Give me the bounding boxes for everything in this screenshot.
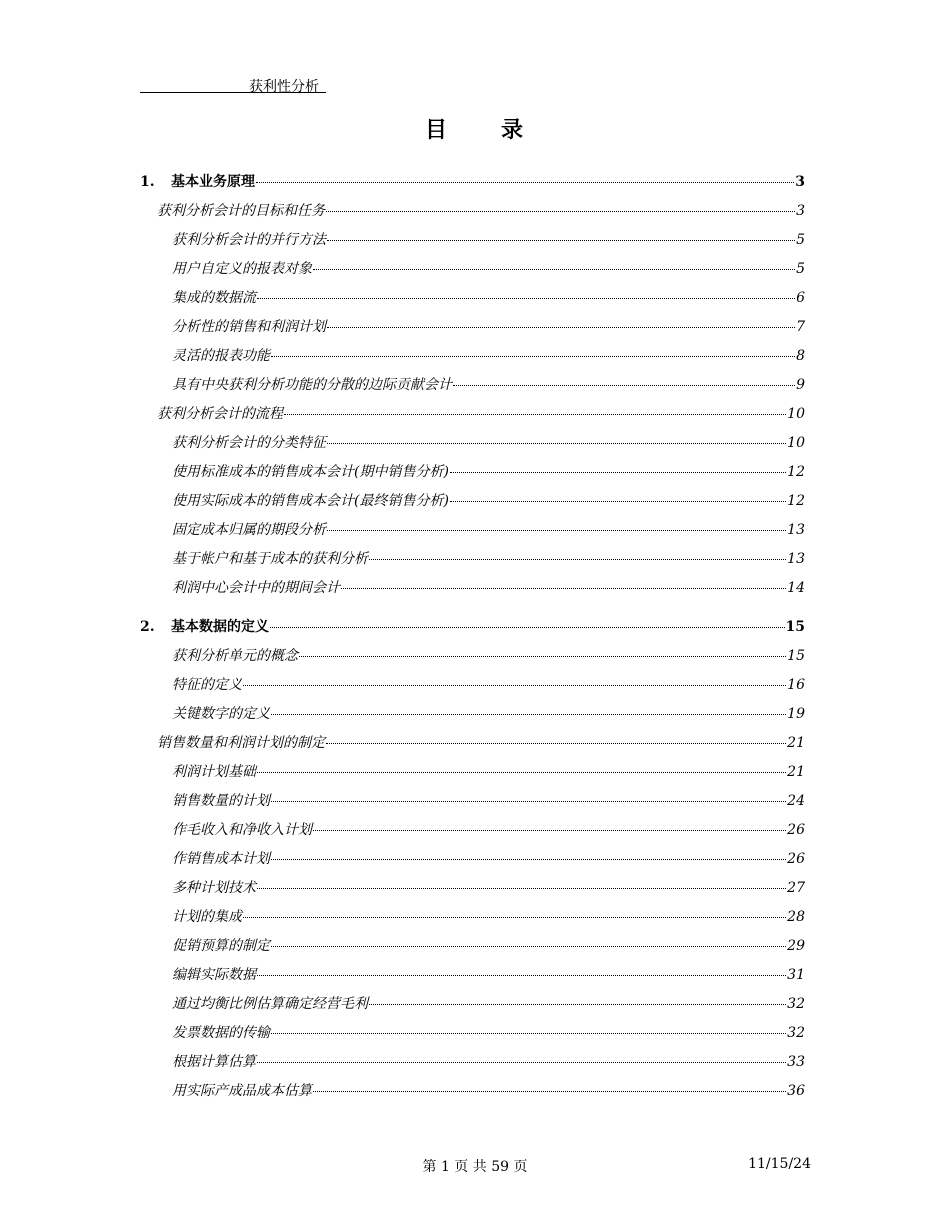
toc-entry-title: 特征的定义 [172, 677, 242, 693]
toc-dot-leader [327, 327, 795, 328]
toc-dot-leader [256, 182, 794, 183]
toc-entry-page: 10 [787, 435, 805, 451]
toc-dot-leader [450, 501, 786, 502]
toc-entry-page: 12 [787, 493, 805, 509]
toc-entry-page: 21 [787, 764, 805, 780]
toc-entry-title: 基本数据的定义 [171, 619, 269, 635]
toc-entry-page: 9 [796, 377, 805, 393]
toc-entry-title: 销售数量和利润计划的制定 [157, 735, 325, 751]
toc-entry-title: 发票数据的传输 [172, 1025, 270, 1041]
toc-dot-leader [271, 946, 786, 947]
toc-entry[interactable] [172, 645, 805, 665]
toc-dot-leader [257, 772, 786, 773]
toc-dot-leader [327, 443, 786, 444]
toc-entry-title: 使用实际成本的销售成本会计(最终销售分析) [172, 493, 449, 509]
toc-entry[interactable] [172, 374, 805, 394]
toc-entry-page: 10 [787, 406, 805, 422]
toc-entry[interactable] [172, 432, 805, 452]
toc-dot-leader [341, 588, 786, 589]
toc-entry-title: 基于帐户和基于成本的获利分析 [172, 551, 368, 567]
toc-entry[interactable] [172, 848, 805, 868]
toc-entry-title: 获利分析会计的分类特征 [172, 435, 326, 451]
toc-entry-title: 固定成本归属的期段分析 [172, 522, 326, 538]
toc-entry-page: 21 [787, 735, 805, 751]
toc-dot-leader [369, 1004, 786, 1005]
toc-entry-title: 具有中央获利分析功能的分散的边际贡献会计 [172, 377, 452, 393]
toc-entry-title: 用户自定义的报表对象 [172, 261, 312, 277]
toc-entry[interactable] [172, 993, 805, 1013]
toc-entry[interactable] [157, 732, 805, 752]
toc-entry[interactable] [172, 461, 805, 481]
toc-entry[interactable] [172, 964, 805, 984]
toc-entry-page: 28 [787, 909, 805, 925]
toc-entry-number: 1. [140, 174, 155, 190]
toc-dot-leader [257, 888, 786, 889]
toc-entry-page: 8 [796, 348, 805, 364]
toc-entry-title: 使用标准成本的销售成本会计(期中销售分析) [172, 464, 449, 480]
toc-dot-leader [243, 685, 786, 686]
toc-entry[interactable] [172, 674, 805, 694]
toc-dot-leader [271, 714, 786, 715]
toc-dot-leader [257, 1062, 786, 1063]
toc-entry[interactable] [172, 703, 805, 723]
toc-entry-page: 31 [787, 967, 805, 983]
toc-entry-title: 根据计算估算 [172, 1054, 256, 1070]
toc-entry-title: 分析性的销售和利润计划 [172, 319, 326, 335]
toc-entry-title: 作销售成本计划 [172, 851, 270, 867]
toc-entry-page: 27 [787, 880, 805, 896]
footer-date: 11/15/24 [748, 1156, 811, 1172]
toc-entry[interactable] [172, 1080, 805, 1100]
toc-entry-title: 通过均衡比例估算确定经营毛利 [172, 996, 368, 1012]
toc-entry[interactable] [172, 935, 805, 955]
toc-dot-leader [271, 356, 795, 357]
toc-entry-title: 获利分析会计的目标和任务 [157, 203, 325, 219]
toc-entry[interactable] [157, 403, 805, 423]
toc-dot-leader [326, 211, 795, 212]
toc-entry-page: 6 [796, 290, 805, 306]
toc-entry-title: 获利分析会计的并行方法 [172, 232, 326, 248]
toc-entry-page: 24 [787, 793, 805, 809]
toc-entry-title: 计划的集成 [172, 909, 242, 925]
toc-entry-page: 15 [787, 648, 805, 664]
toc-entry-title: 获利分析会计的流程 [157, 406, 283, 422]
toc-entry-page: 32 [787, 996, 805, 1012]
toc-entry-page: 15 [785, 619, 805, 635]
toc-entry-page: 13 [787, 522, 805, 538]
toc-dot-leader [327, 530, 786, 531]
toc-entry-title: 利润计划基础 [172, 764, 256, 780]
toc-dot-leader [369, 559, 786, 560]
toc-entry[interactable] [172, 258, 805, 278]
toc-dot-leader [271, 801, 786, 802]
title-char-left: 目 [424, 117, 449, 143]
toc-dot-leader [450, 472, 786, 473]
toc-entry-page: 16 [787, 677, 805, 693]
toc-dot-leader [270, 627, 785, 628]
toc-entry-title: 多种计划技术 [172, 880, 256, 896]
toc-dot-leader [327, 240, 795, 241]
toc-entry-title: 作毛收入和净收入计划 [172, 822, 312, 838]
toc-entry-title: 用实际产成品成本估算 [172, 1083, 312, 1099]
toc-entry[interactable] [172, 287, 805, 307]
toc-entry-title: 集成的数据流 [172, 290, 256, 306]
toc-entry-title: 关键数字的定义 [172, 706, 270, 722]
toc-entry[interactable] [157, 200, 805, 220]
toc-entry[interactable] [172, 1022, 805, 1042]
toc-dot-leader [257, 975, 786, 976]
toc-entry[interactable] [172, 877, 805, 897]
toc-entry[interactable] [172, 345, 805, 365]
toc-entry-page: 13 [787, 551, 805, 567]
toc-dot-leader [271, 1033, 786, 1034]
toc-entry-page: 5 [796, 232, 805, 248]
toc-entry[interactable] [172, 906, 805, 926]
toc-entry-number: 2. [140, 619, 155, 635]
toc-entry-page: 3 [796, 203, 805, 219]
toc-entry[interactable] [140, 171, 805, 191]
running-header [140, 76, 326, 93]
toc-entry-title: 利润中心会计中的期间会计 [172, 580, 340, 596]
toc-entry-page: 5 [796, 261, 805, 277]
toc-entry-page: 3 [795, 174, 805, 190]
toc-entry[interactable] [172, 229, 805, 249]
toc-entry-page: 14 [787, 580, 805, 596]
toc-dot-leader [284, 414, 786, 415]
title-char-right: 录 [501, 117, 526, 143]
toc-entry[interactable] [172, 548, 805, 568]
toc-entry[interactable] [140, 616, 805, 636]
toc-dot-leader [313, 1091, 786, 1092]
toc-entry[interactable] [172, 316, 805, 336]
toc-entry-page: 7 [796, 319, 805, 335]
toc-entry-page: 29 [787, 938, 805, 954]
toc-entry-title: 促销预算的制定 [172, 938, 270, 954]
toc-entry[interactable] [172, 761, 805, 781]
toc-entry[interactable] [172, 790, 805, 810]
toc-dot-leader [313, 269, 795, 270]
footer-page-number: 第 1 页 共 59 页 [422, 1159, 528, 1175]
toc-entry-page: 26 [787, 822, 805, 838]
page-title [0, 113, 950, 144]
toc-entry-title: 获利分析单元的概念 [172, 648, 298, 664]
toc-dot-leader [257, 298, 795, 299]
toc-dot-leader [299, 656, 786, 657]
toc-entry-page: 33 [787, 1054, 805, 1070]
toc-dot-leader [313, 830, 786, 831]
toc-entry-page: 32 [787, 1025, 805, 1041]
toc-entry-page: 26 [787, 851, 805, 867]
toc-entry[interactable] [172, 519, 805, 539]
toc-entry[interactable] [172, 577, 805, 597]
toc-dot-leader [243, 917, 786, 918]
toc-entry-page: 36 [787, 1083, 805, 1099]
toc-dot-leader [453, 385, 795, 386]
toc-entry-title: 编辑实际数据 [172, 967, 256, 983]
toc-entry-title: 销售数量的计划 [172, 793, 270, 809]
toc-entry-title: 基本业务原理 [171, 174, 255, 190]
running-header-text: 获利性分析 [249, 79, 319, 95]
toc-entry[interactable] [172, 819, 805, 839]
toc-entry-title: 灵活的报表功能 [172, 348, 270, 364]
toc-dot-leader [326, 743, 786, 744]
toc-entry[interactable] [172, 490, 805, 510]
toc-entry-page: 12 [787, 464, 805, 480]
toc-dot-leader [271, 859, 786, 860]
toc-entry[interactable] [172, 1051, 805, 1071]
toc-entry-page: 19 [787, 706, 805, 722]
